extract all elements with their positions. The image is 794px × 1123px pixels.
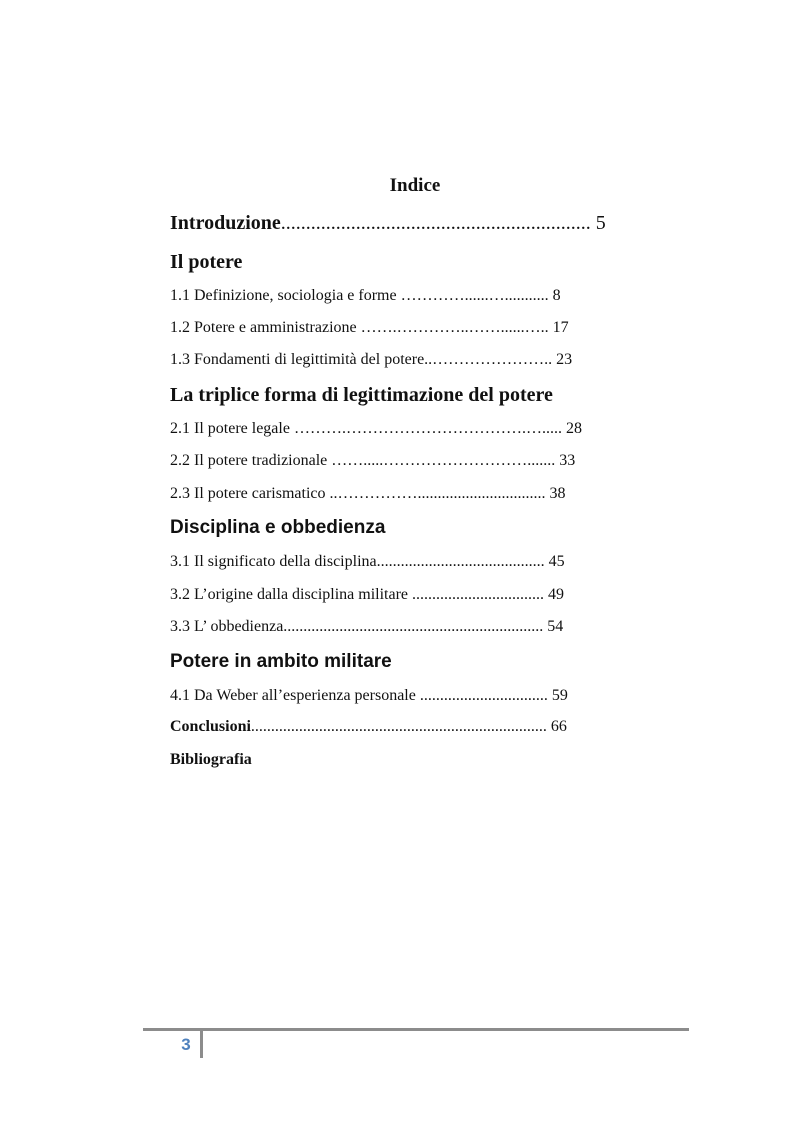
toc-entry-2-3[interactable]: 2.3 Il potere carismatico ..……………................................ 38	[170, 485, 566, 502]
toc-entry-bibliography[interactable]	[170, 750, 252, 770]
chapter-heading-3[interactable]: Disciplina e obbedienza	[170, 517, 386, 538]
page-number: 3	[181, 1035, 191, 1054]
toc-entry-leader: ..............................................................	[280, 212, 591, 234]
toc-entry-3-3[interactable]: 3.3 L’ obbedienza................................................................. 54	[170, 618, 564, 635]
toc-entry-2-2[interactable]: 2.2 Il potere tradizionale …….....………………………....... 33	[170, 452, 576, 469]
toc-title: Indice	[389, 175, 441, 196]
toc-entry-page: 5	[595, 212, 606, 234]
toc-entry-conclusions[interactable]	[170, 717, 567, 737]
toc-entry-3-1[interactable]: 3.1 Il significato della disciplina.......................................... 45	[170, 553, 565, 570]
toc-entry-label: Bibliografia	[170, 751, 252, 768]
toc-entry-4-1[interactable]: 4.1 Da Weber all’esperienza personale ................................ 59	[170, 687, 568, 704]
footer-rule	[143, 1028, 689, 1031]
toc-entry-introduction[interactable]	[170, 211, 606, 235]
toc-entry-3-2[interactable]: 3.2 L’origine dalla disciplina militare ................................. 49	[170, 586, 565, 603]
toc-entry-page: 66	[550, 718, 567, 735]
toc-entry-leader: ..........................................................................	[250, 718, 547, 735]
footer-divider	[200, 1030, 203, 1058]
toc-entry-1-2[interactable]: 1.2 Potere e amministrazione …….…………..……......….. 17	[170, 319, 569, 336]
chapter-heading-2[interactable]: La triplice forma di legittimazione del potere	[170, 384, 553, 406]
toc-entry-1-3[interactable]: 1.3 Fondamenti di legittimità del potere..………………….. 23	[170, 351, 573, 368]
chapter-heading-4[interactable]: Potere in ambito militare	[170, 651, 392, 672]
toc-entry-2-1[interactable]: 2.1 Il potere legale ……….…………………………….…..... 28	[170, 420, 582, 437]
toc-entry-label: Conclusioni	[170, 718, 251, 735]
toc-entry-1-1[interactable]: 1.1 Definizione, sociologia e forme …………......…........... 8	[170, 287, 561, 304]
toc-entry-label: Introduzione	[170, 212, 281, 234]
chapter-heading-1[interactable]: Il potere	[170, 251, 243, 273]
